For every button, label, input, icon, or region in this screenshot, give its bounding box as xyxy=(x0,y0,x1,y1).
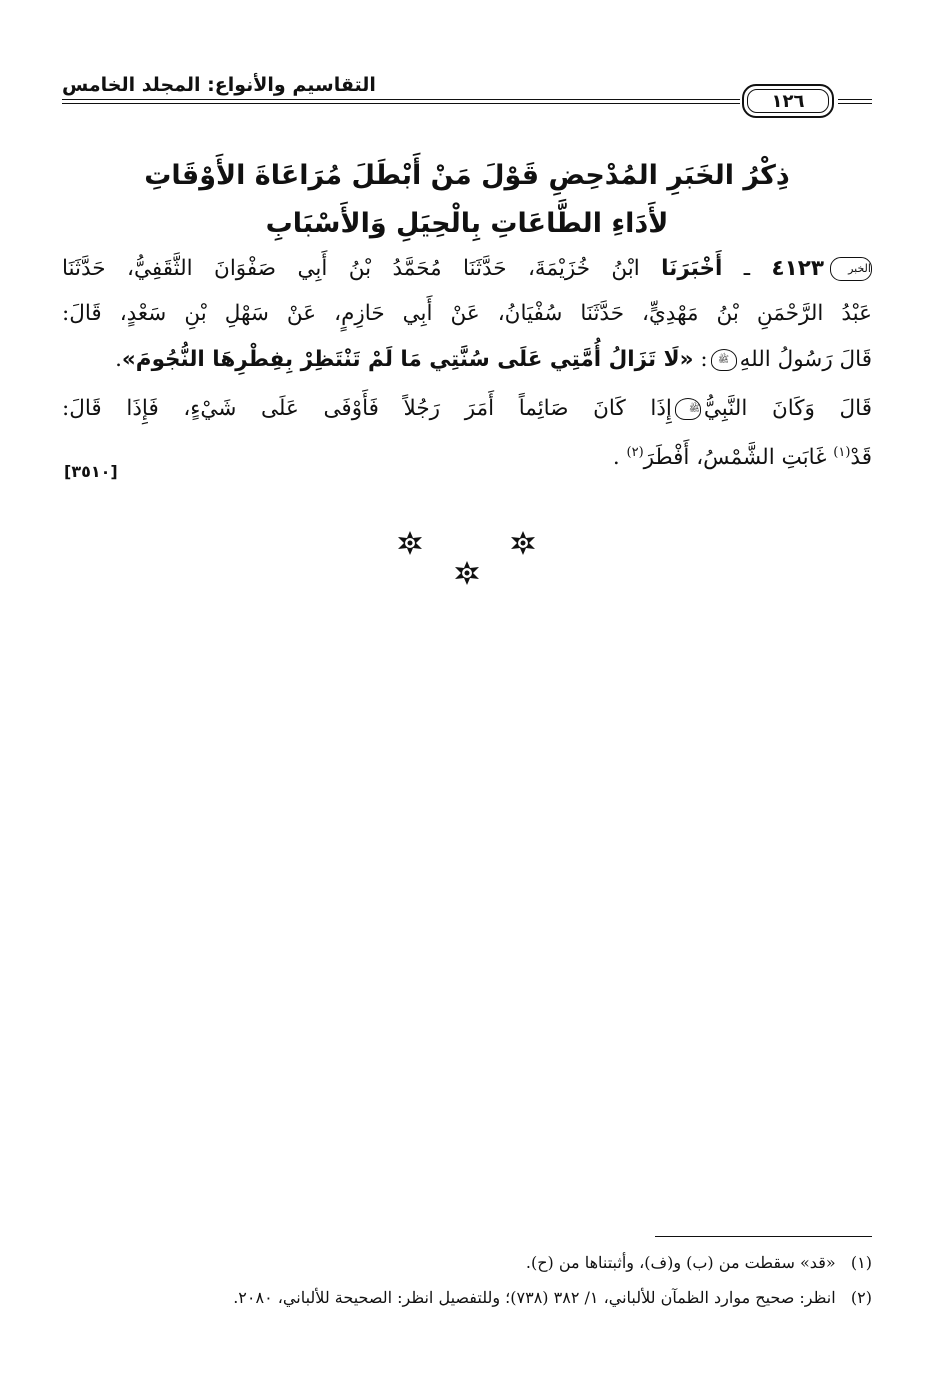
page-number: ١٢٦ xyxy=(747,89,829,113)
narration-part-c: غَابَتِ الشَّمْسُ، أَفْطَرَ xyxy=(643,445,827,471)
narration-end: . xyxy=(612,445,620,471)
hadith-line-1 xyxy=(62,256,872,281)
chapter-heading-line-2: لأَدَاءِ الطَّاعَاتِ بِالْحِيَلِ وَالأَسْبَابِ xyxy=(265,208,669,239)
hadith-line-2 xyxy=(62,301,872,326)
header-rule-lower xyxy=(62,103,740,104)
footnote-text: «قد» سقطت من (ب) و(ف)، وأثبتناها من (ح). xyxy=(525,1253,836,1272)
footnote-separator xyxy=(655,1236,872,1237)
ornament-star-icon xyxy=(398,531,422,555)
narration-part-a: قَالَ وَكَانَ النَّبِيُّ xyxy=(703,396,872,421)
header-rule-right-upper xyxy=(838,99,872,100)
salawat-icon: ﷺ xyxy=(711,349,737,371)
narration-qad: قَدْ xyxy=(850,445,872,471)
page-number-frame xyxy=(742,84,834,118)
isnad-part-1: ابْنُ خُزَيْمَةَ، حَدَّثَنَا مُحَمَّدُ بْنُ أَبِي صَفْوَانَ الثَّقَفِيُّ، حَدَّثَنَا xyxy=(62,256,640,281)
hadith-dash: ـ xyxy=(743,256,751,281)
hadith-badge-icon: الخبر xyxy=(830,257,872,281)
footnote-2 xyxy=(62,1288,872,1307)
prophetic-quote: «لَا تَزَالُ أُمَّتِي عَلَى سُنَّتِي مَا لَمْ تَنْتَظِرْ بِفِطْرِهَا النُّجُومَ» xyxy=(121,347,694,372)
ornament-star-icon xyxy=(455,561,479,585)
matn-end: . xyxy=(115,347,122,372)
hadith-number: ٤١٢٣ xyxy=(771,256,824,281)
source-reference: [٣٥١٠] xyxy=(64,462,118,481)
ornament-star-icon xyxy=(511,531,535,555)
header-rule-upper xyxy=(62,99,740,100)
hadith-line-3 xyxy=(62,347,872,372)
footnote-ref-1[interactable]: (١) xyxy=(833,445,851,460)
isnad-part-2: عَبْدُ الرَّحْمَنِ بْنُ مَهْدِيٍّ، حَدَّثَنَا سُفْيَانُ، عَنْ أَبِي حَازِمٍ، عَنْ سَهْلِ بْنِ سَعْدٍ، قَالَ: xyxy=(62,301,872,326)
chapter-heading-line-1: ذِكْرُ الخَبَرِ المُدْحِضِ قَوْلَ مَنْ أَبْطَلَ مُرَاعَاةَ الأَوْقَاتِ xyxy=(144,160,790,191)
footnote-number: (٢) xyxy=(850,1288,872,1307)
footnote-text: انظر: صحيح موارد الظمآن للألباني، ١/ ٣٨٢ (٧٣٨)؛ وللتفصيل انظر: الصحيحة للألباني، ٢٠٨٠. xyxy=(233,1288,836,1307)
footnote-number: (١) xyxy=(850,1253,872,1272)
hadith-line-4 xyxy=(62,396,872,421)
narration-part-b: إِذَا كَانَ صَائِماً أَمَرَ رَجُلاً فَأَوْفَى عَلَى شَيْءٍ، فَإِذَا قَالَ: xyxy=(62,396,672,421)
matn-colon: : xyxy=(700,347,708,372)
running-title: التقاسيم والأنواع: المجلد الخامس xyxy=(62,74,376,96)
akhbarana-word: أَخْبَرَنَا xyxy=(661,256,723,281)
footnote-1 xyxy=(62,1253,872,1272)
matn-intro: قَالَ رَسُولُ اللهِ xyxy=(739,347,872,372)
header-rule-right-lower xyxy=(838,103,872,104)
footnote-ref-2[interactable]: (٢) xyxy=(626,445,644,460)
salawat-icon-2: ﷺ xyxy=(675,398,701,420)
hadith-line-5 xyxy=(62,445,872,470)
